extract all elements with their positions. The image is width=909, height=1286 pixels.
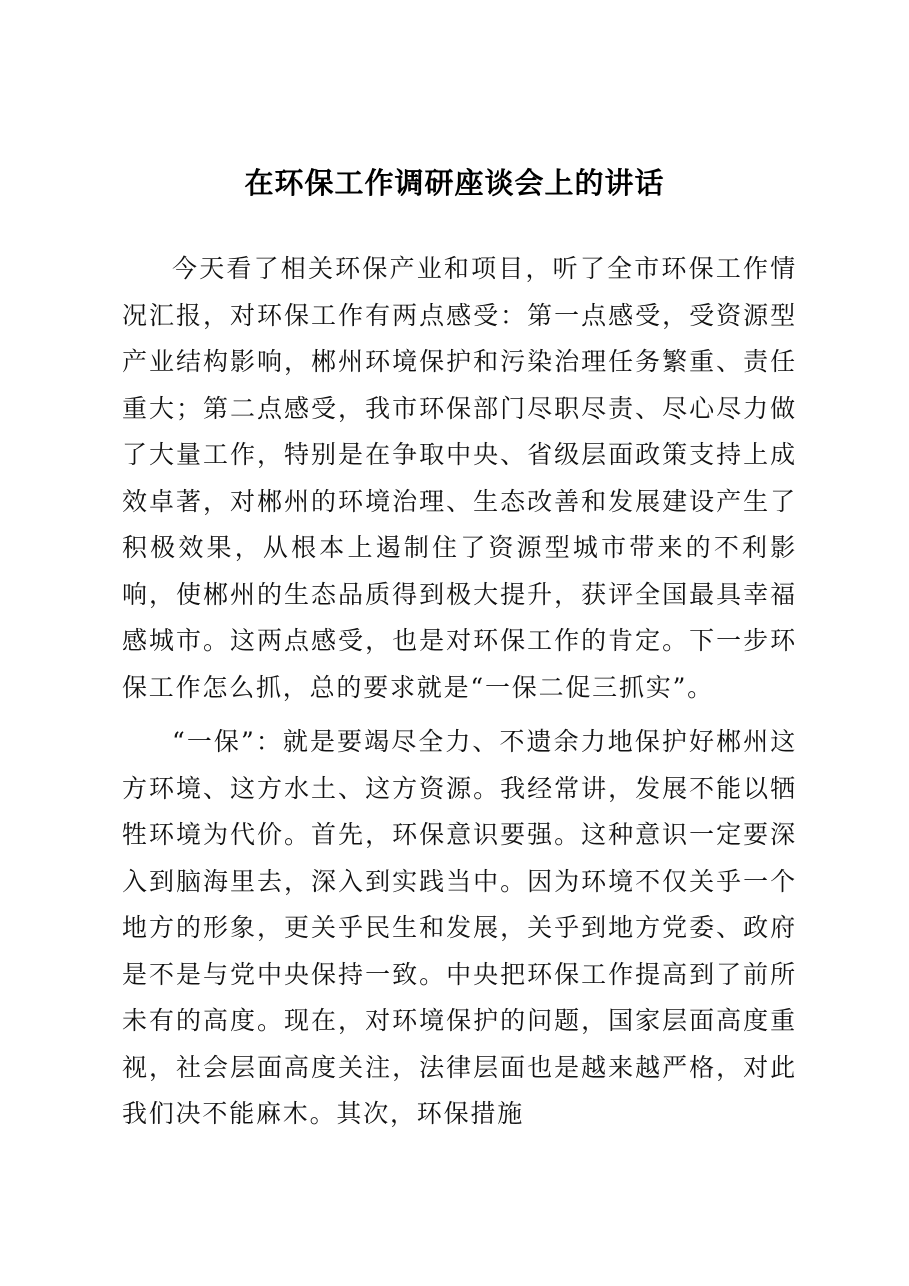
paragraph-2: “一保”：就是要竭尽全力、不遗余力地保护好郴州这方环境、这方水土、这方资源。我经常讲，发展不能以牺牲环境为代价。首先，环保意识要强。这种意识一定要深入到脑海里去，深入到实践当中。因为环境不仅关乎一个地方的形象，更关乎民生和发展，关乎到地方党委、政府是不是与党中央保持一致。中央把环保工作提高到了前所未有的高度。现在，对环境保护的问题，国家层面高度重视，社会层面高度关注，法律层面也是越来越严格，对此我们决不能麻木。其次，环保措施 bbox=[122, 727, 797, 1128]
paragraph-1: 今天看了相关环保产业和项目，听了全市环保工作情况汇报，对环保工作有两点感受：第一点感受，受资源型产业结构影响，郴州环境保护和污染治理任务繁重、责任重大；第二点感受，我市环保部门尽职尽责、尽心尽力做了大量工作，特别是在争取中央、省级层面政策支持上成效卓著，对郴州的环境治理、生态改善和发展建设产生了积极效果，从根本上遏制住了资源型城市带来的不利影响，使郴州的生态品质得到极大提升，获评全国最具幸福感城市。这两点感受，也是对环保工作的肯定。下一步环保工作怎么抓，总的要求就是“一保二促三抓实”。 bbox=[122, 254, 797, 702]
document-body bbox=[122, 246, 797, 1146]
document-title: 在环保工作调研座谈会上的讲话 bbox=[244, 166, 665, 200]
